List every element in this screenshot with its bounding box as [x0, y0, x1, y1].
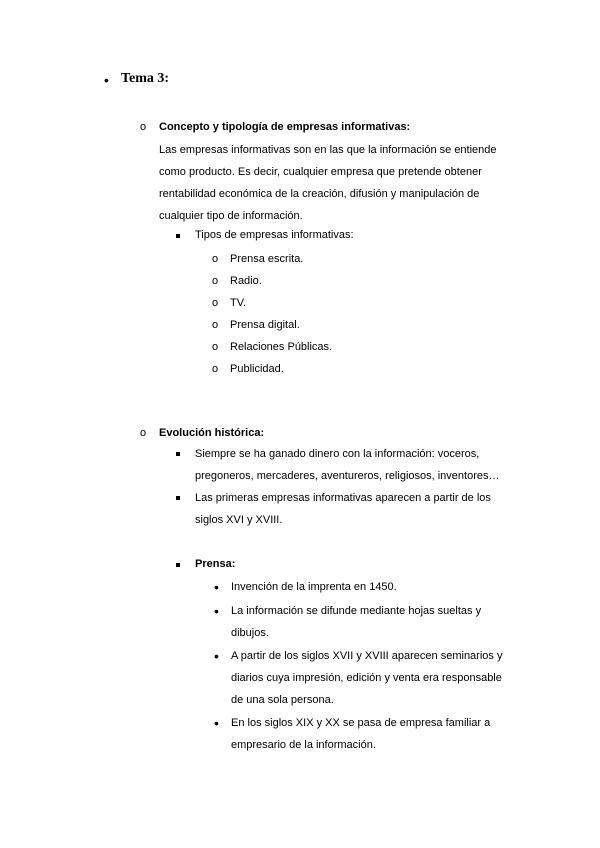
list-marker: o	[212, 253, 219, 265]
tema-title: Tema 3:	[121, 71, 170, 86]
prensa-line: dibujos.	[231, 627, 269, 639]
list-marker: o	[212, 275, 219, 287]
list-marker: o	[212, 297, 219, 309]
section1-heading: Concepto y tipología de empresas informativas:	[159, 121, 411, 133]
history-bullet-1	[195, 443, 499, 487]
list-marker: o	[212, 363, 219, 375]
square-bullet-icon	[176, 234, 180, 238]
section1-paragraph	[159, 139, 497, 227]
bullet-line: siglos XVI y XVIII.	[195, 514, 283, 526]
square-bullet-icon	[176, 496, 180, 500]
section2-heading: Evolución histórica:	[159, 427, 265, 439]
list-item-text: TV.	[230, 297, 247, 309]
paragraph-line: Las empresas informativas son en las que la información se entiende	[159, 144, 497, 156]
list-item-text: Prensa digital.	[230, 319, 300, 331]
square-bullet-icon	[176, 452, 180, 456]
section1-marker: o	[140, 121, 147, 133]
dot-bullet-icon: •	[214, 648, 219, 664]
bullet-line: pregoneros, mercaderes, aventureros, religiosos, inventores…	[195, 470, 500, 482]
paragraph-line: cualquier tipo de información.	[159, 210, 303, 222]
list-item	[212, 248, 304, 270]
history-bullet-2	[195, 487, 491, 531]
dot-bullet-icon: •	[214, 579, 219, 595]
list-marker: o	[212, 341, 219, 353]
list-item	[212, 358, 284, 380]
dot-bullet-icon: •	[214, 603, 219, 619]
section2-marker: o	[140, 427, 147, 439]
prensa-item	[231, 600, 481, 644]
types-heading: Tipos de empresas informativas:	[195, 229, 354, 241]
prensa-line: La información se difunde mediante hojas sueltas y	[231, 605, 482, 617]
bullet-line: Siempre se ha ganado dinero con la información: voceros,	[195, 448, 480, 460]
tema-bullet: •	[104, 72, 109, 88]
list-item	[212, 336, 333, 358]
list-item-text: Publicidad.	[230, 363, 284, 375]
bullet-line: Las primeras empresas informativas aparecen a partir de los	[195, 492, 491, 504]
square-bullet-icon	[176, 563, 180, 567]
prensa-line: de una sola persona.	[231, 694, 334, 706]
list-item	[212, 270, 262, 292]
prensa-line: empresario de la información.	[231, 739, 376, 751]
paragraph-line: como producto. Es decir, cualquier empresa que pretende obtener	[159, 166, 482, 178]
prensa-line: Invención de la imprenta en 1450.	[231, 581, 397, 593]
list-item-text: Relaciones Públicas.	[230, 341, 333, 353]
prensa-line: En los siglos XIX y XX se pasa de empresa familiar a	[231, 717, 491, 729]
prensa-item	[231, 712, 490, 756]
list-item-text: Prensa escrita.	[230, 253, 304, 265]
list-item-text: Radio.	[230, 275, 262, 287]
list-marker: o	[212, 319, 219, 331]
prensa-line: A partir de los siglos XVII y XVIII aparecen seminarios y	[231, 650, 503, 662]
list-item	[212, 292, 247, 314]
types-list	[212, 248, 333, 380]
prensa-heading: Prensa:	[195, 558, 236, 570]
prensa-item	[231, 576, 397, 598]
paragraph-line: rentabilidad económica de la creación, difusión y manipulación de	[159, 188, 480, 200]
prensa-line: diarios cuya impresión, edición y venta era responsable	[231, 672, 502, 684]
prensa-item	[231, 645, 502, 711]
dot-bullet-icon: •	[214, 715, 219, 731]
list-item	[212, 314, 300, 336]
